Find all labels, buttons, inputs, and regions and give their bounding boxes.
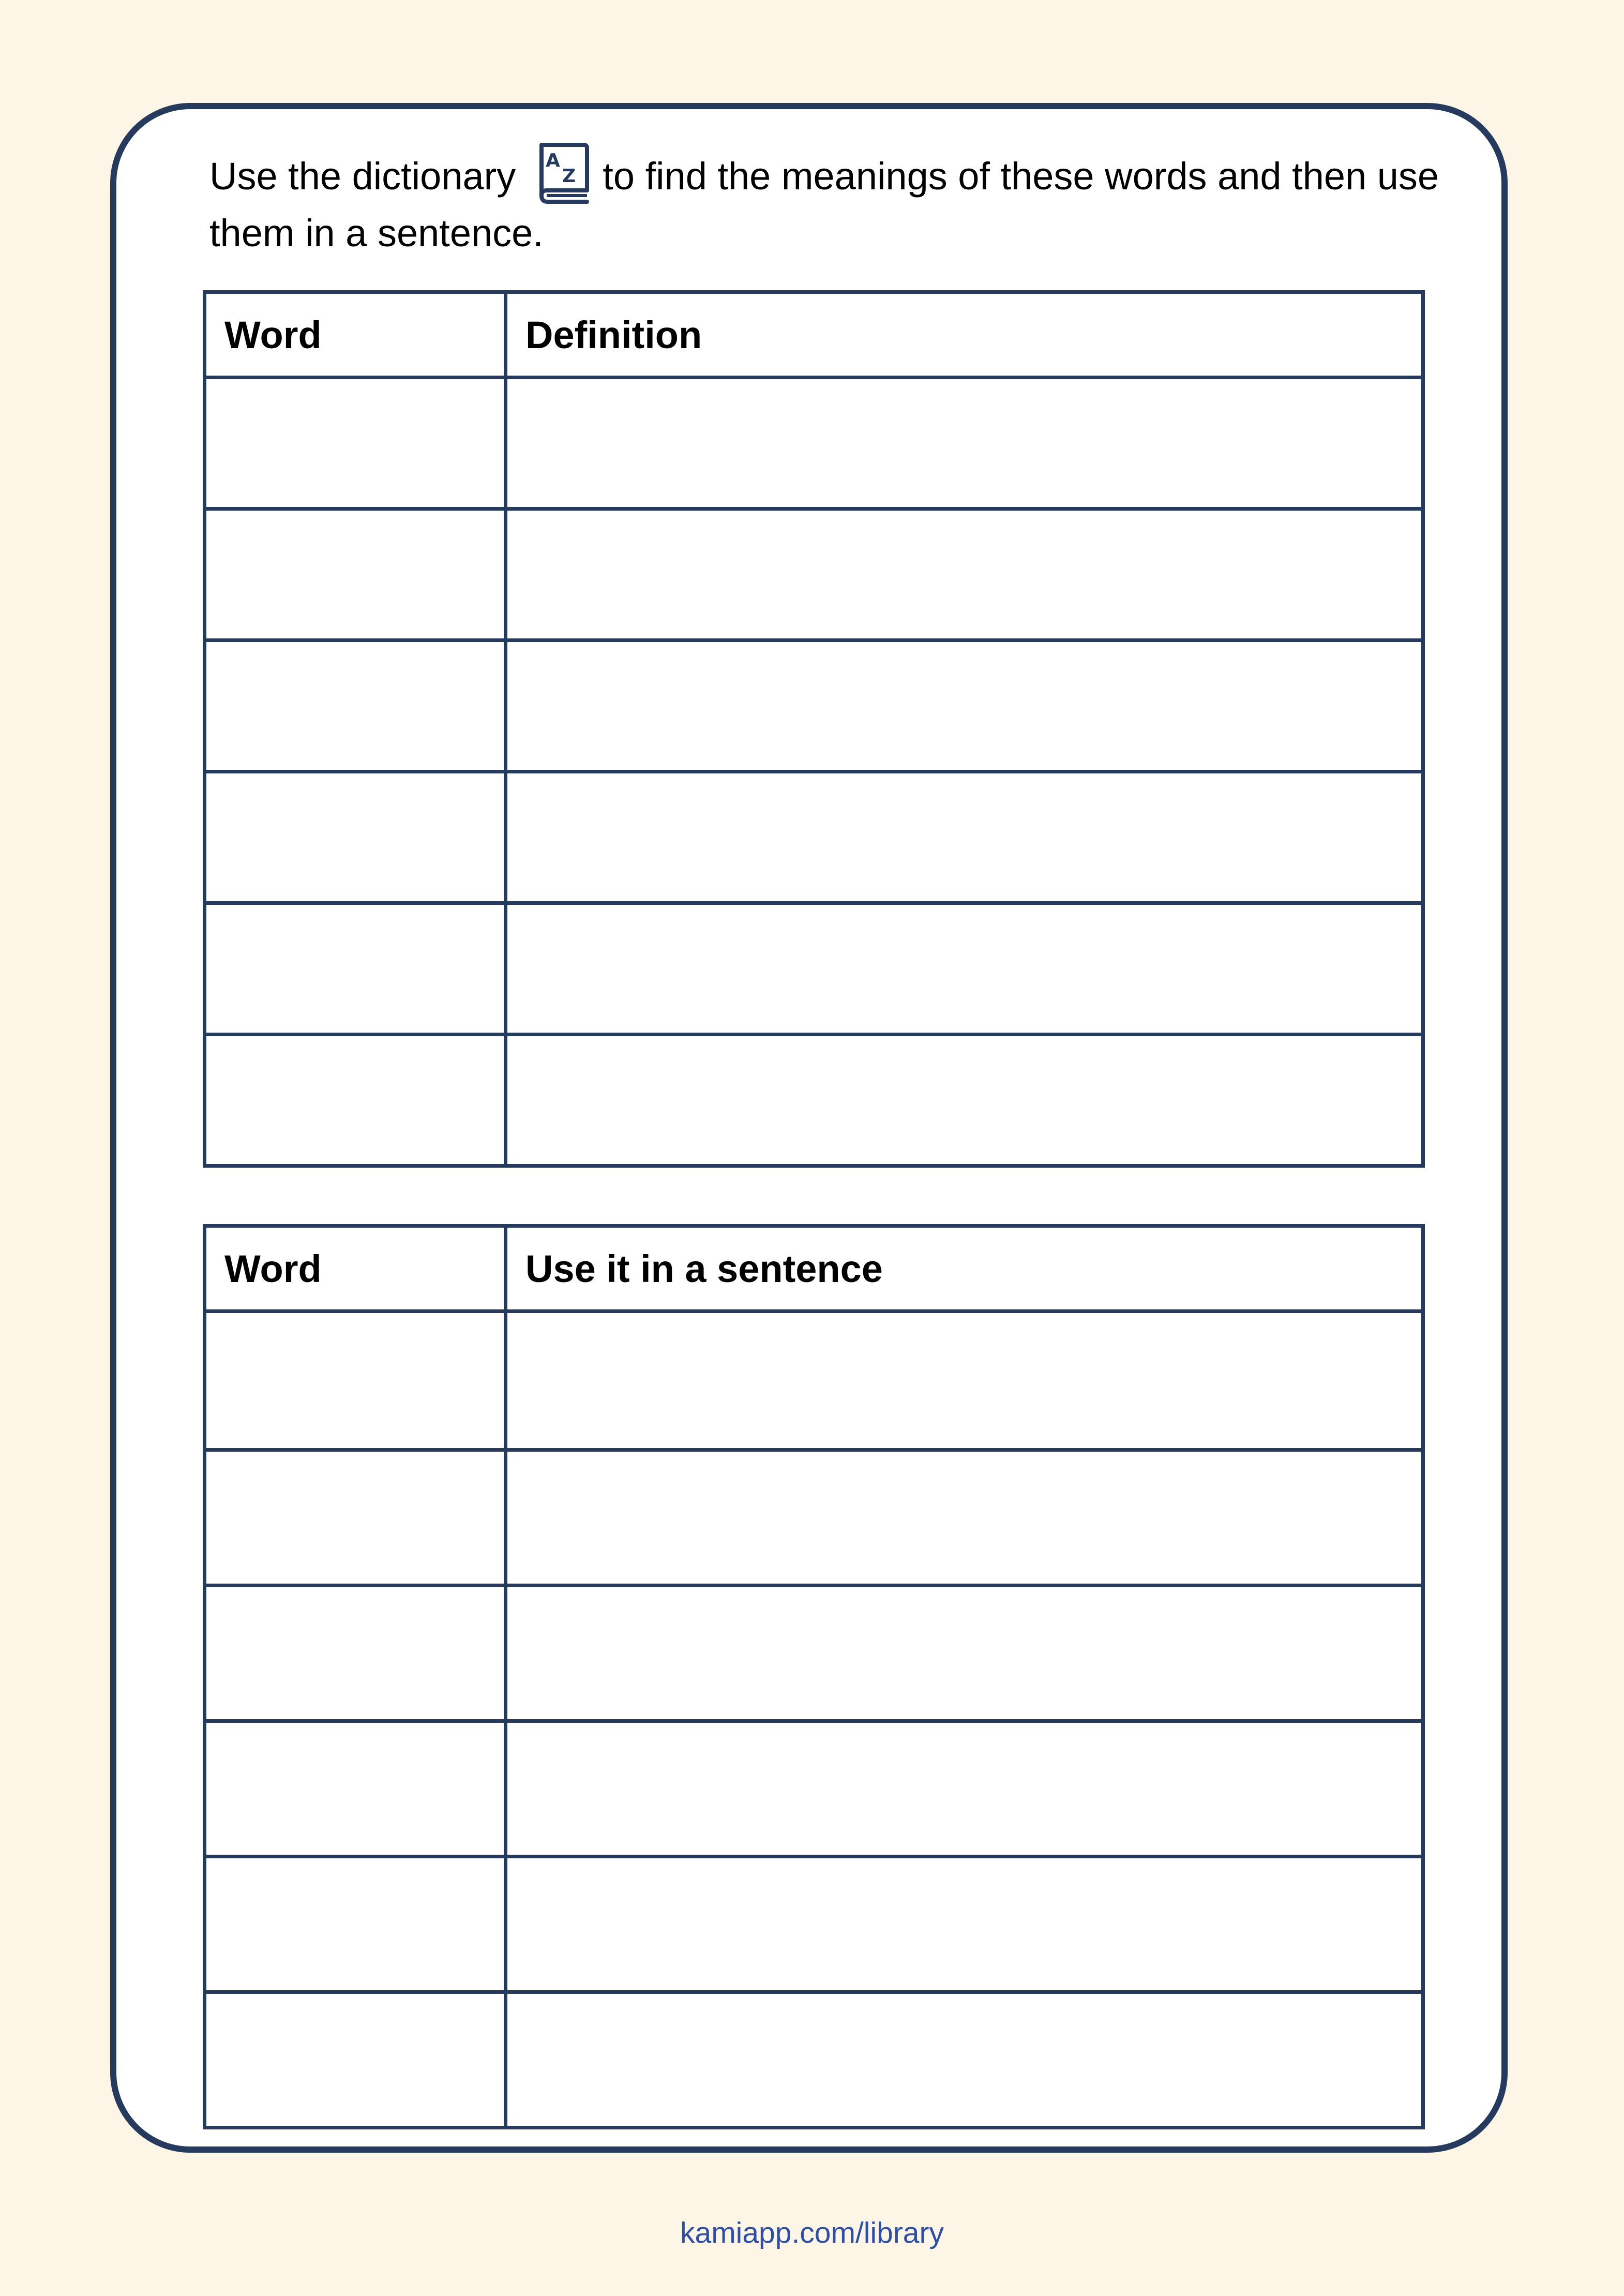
- word-cell[interactable]: [205, 640, 506, 772]
- definition-cell[interactable]: [506, 378, 1423, 509]
- definition-cell[interactable]: [506, 509, 1423, 640]
- table-header-row: [205, 292, 1423, 378]
- table-row: [205, 1586, 1423, 1721]
- instructions-part-1: Use the dictionary: [209, 155, 516, 198]
- column-header-word: Word: [205, 292, 506, 378]
- word-cell[interactable]: [205, 903, 506, 1035]
- word-cell[interactable]: [205, 1992, 506, 2128]
- table-row: [205, 640, 1423, 772]
- column-header-sentence: Use it in a sentence: [506, 1226, 1423, 1311]
- column-header-definition: Definition: [506, 292, 1423, 378]
- word-cell[interactable]: [205, 1450, 506, 1586]
- sentence-cell[interactable]: [506, 1992, 1423, 2128]
- svg-text:Z: Z: [562, 166, 576, 187]
- footer-link[interactable]: kamiapp.com/library: [680, 2216, 944, 2249]
- word-cell[interactable]: [205, 1586, 506, 1721]
- table-row: [205, 903, 1423, 1035]
- word-cell[interactable]: [205, 1311, 506, 1450]
- word-cell[interactable]: [205, 1721, 506, 1857]
- instructions-text: [209, 150, 1461, 259]
- svg-text:A: A: [546, 150, 561, 172]
- definition-table: [203, 290, 1425, 1168]
- table-row: [205, 1450, 1423, 1586]
- word-cell[interactable]: [205, 1857, 506, 1992]
- table-row: [205, 509, 1423, 640]
- table-row: [205, 378, 1423, 509]
- instructions-part-2: to find the meanings of these words and then use them in a sentence.: [209, 155, 1439, 255]
- sentence-cell[interactable]: [506, 1450, 1423, 1586]
- sentence-cell[interactable]: [506, 1311, 1423, 1450]
- sentence-cell[interactable]: [506, 1586, 1423, 1721]
- table-row: [205, 772, 1423, 903]
- table-row: [205, 1721, 1423, 1857]
- word-cell[interactable]: [205, 1035, 506, 1166]
- definition-cell[interactable]: [506, 1035, 1423, 1166]
- sentence-cell[interactable]: [506, 1721, 1423, 1857]
- table-header-row: [205, 1226, 1423, 1311]
- word-cell[interactable]: [205, 509, 506, 640]
- table-row: [205, 1035, 1423, 1166]
- sentence-table: [203, 1224, 1425, 2129]
- column-header-word: Word: [205, 1226, 506, 1311]
- dictionary-az-icon: [534, 141, 591, 207]
- table-row: [205, 1992, 1423, 2128]
- word-cell[interactable]: [205, 378, 506, 509]
- word-cell[interactable]: [205, 772, 506, 903]
- definition-cell[interactable]: [506, 640, 1423, 772]
- table-row: [205, 1311, 1423, 1450]
- sentence-cell[interactable]: [506, 1857, 1423, 1992]
- definition-cell[interactable]: [506, 903, 1423, 1035]
- definition-cell[interactable]: [506, 772, 1423, 903]
- table-row: [205, 1857, 1423, 1992]
